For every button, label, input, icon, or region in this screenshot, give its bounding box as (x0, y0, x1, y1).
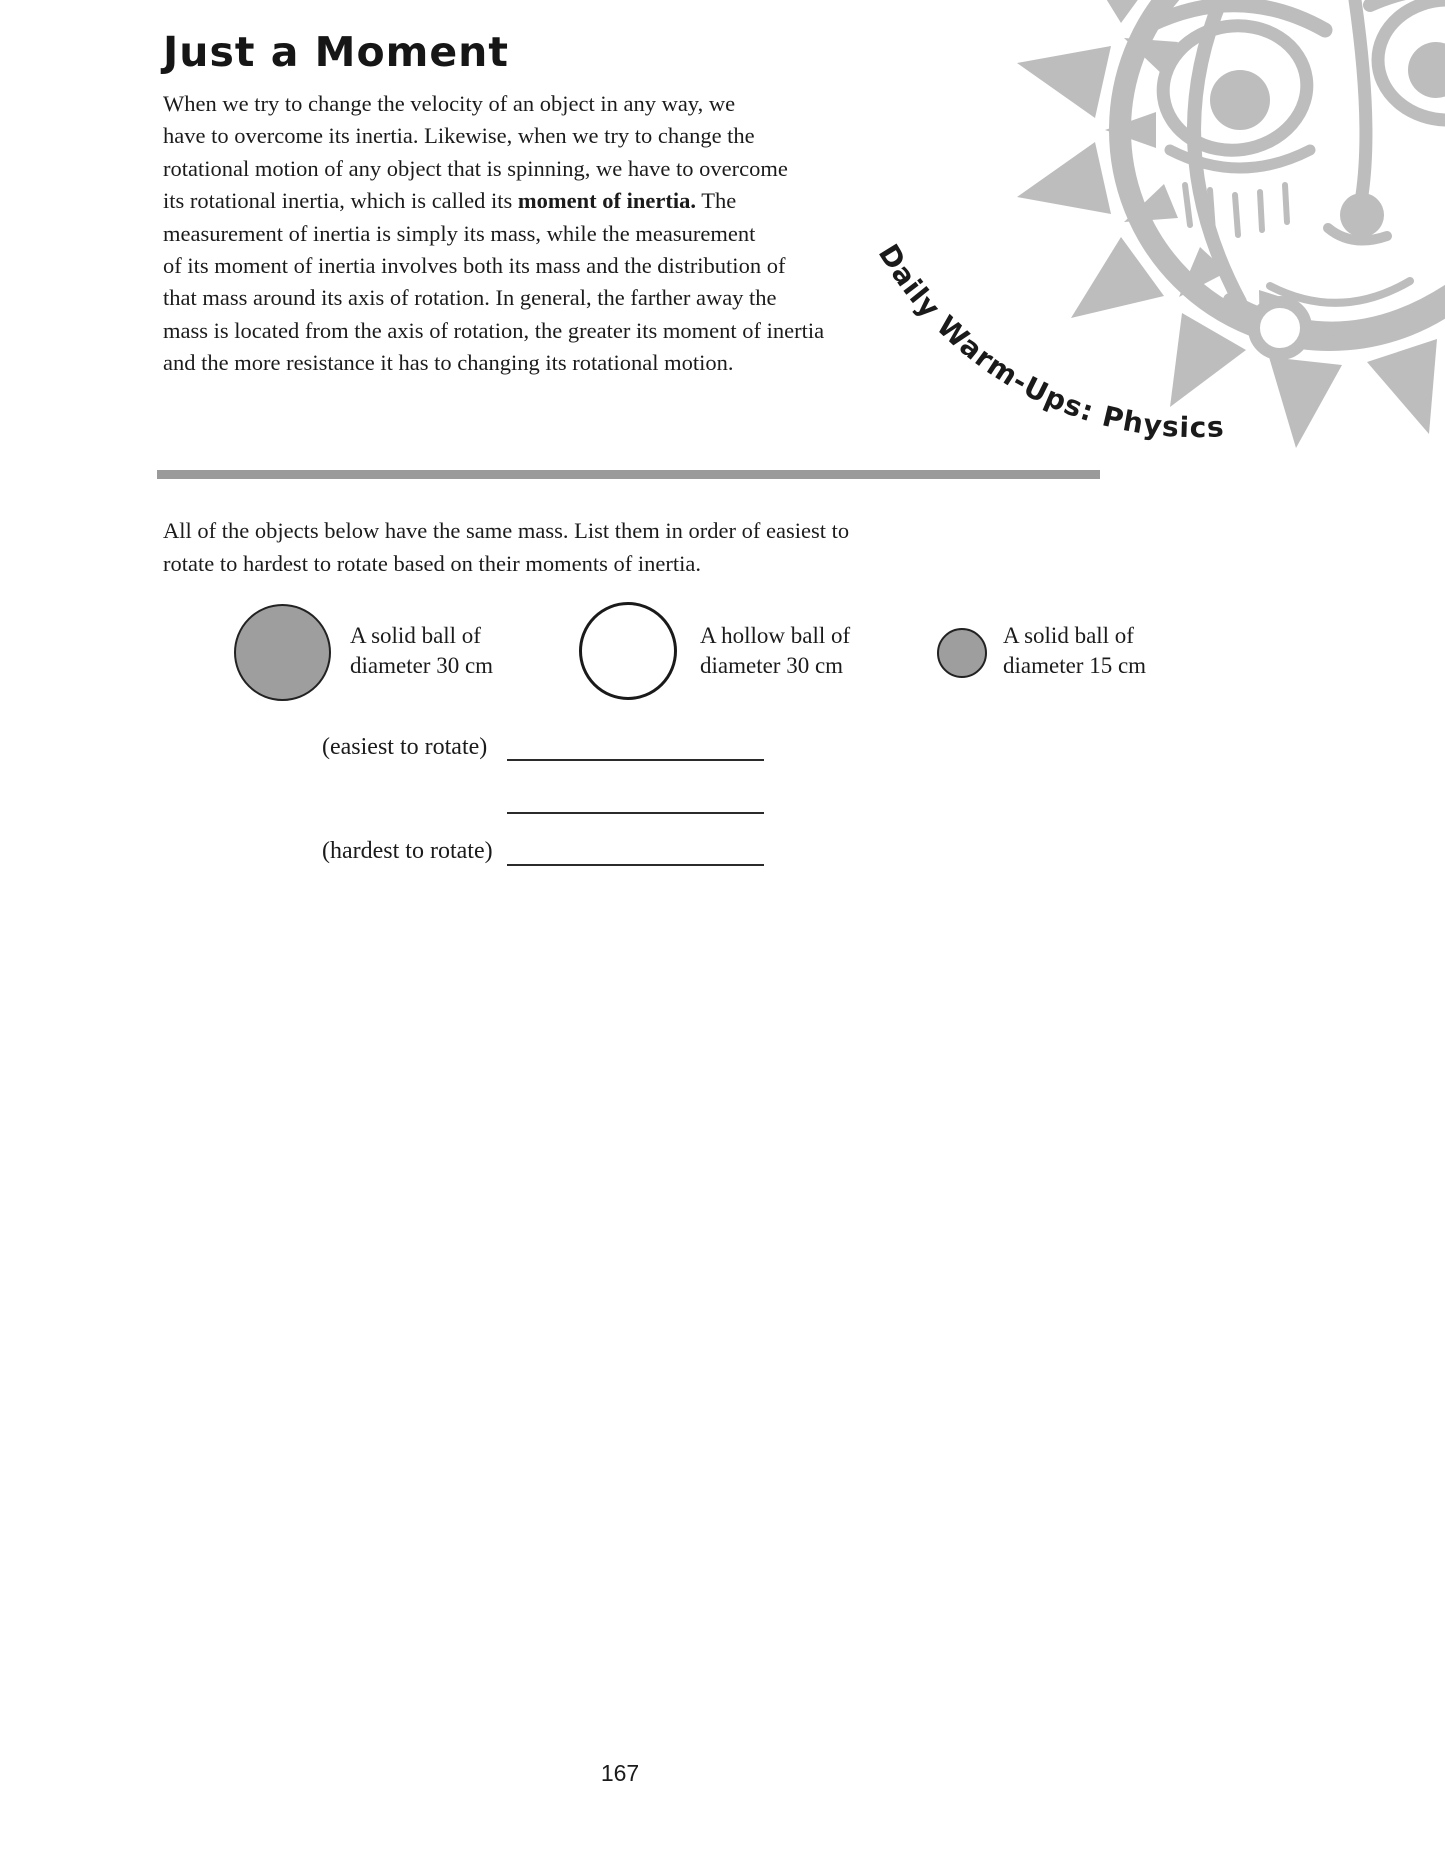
hollow-ball-30cm-label-line2: diameter 30 cm (700, 653, 844, 678)
answer-blank-2[interactable] (507, 779, 764, 814)
solid-ball-15cm-diagram (937, 628, 987, 678)
series-watermark-text: Daily Warm-Ups: Physics (871, 238, 1226, 445)
solid-ball-15cm-label (1003, 621, 1146, 681)
intro-line-2: have to overcome its inertia. Likewise, when we try to change the (163, 123, 755, 149)
hollow-ball-30cm-label (700, 621, 850, 681)
hollow-ball-30cm-diagram (579, 602, 677, 700)
solid-ball-15cm-label-line1: A solid ball of (1003, 623, 1134, 648)
intro-line-1: When we try to change the velocity of an object in any way, we (163, 91, 736, 116)
intro-line-4-post: The (696, 188, 737, 214)
sun-logo (850, 0, 1445, 470)
question-line-2: rotate to hardest to rotate based on their moments of inertia. (163, 550, 701, 576)
solid-ball-30cm-label (350, 621, 493, 681)
answer-blank-3[interactable] (507, 831, 764, 866)
intro-line-5: measurement of inertia is simply its mass, while the measurement (163, 220, 756, 246)
intro-line-4-pre: its rotational inertia, which is called its (163, 188, 518, 214)
page-title: Just a Moment (163, 28, 509, 76)
question-line-1: All of the objects below have the same mass. List them in order of easiest to (163, 518, 850, 543)
intro-line-8: mass is located from the axis of rotation, the greater its moment of inertia (163, 317, 825, 343)
intro-line-6: of its moment of inertia involves both its mass and the distribution of (163, 253, 786, 279)
solid-ball-15cm-label-line2: diameter 15 cm (1003, 653, 1147, 678)
intro-paragraph (163, 88, 824, 380)
answer-blank-1[interactable] (507, 726, 764, 761)
intro-line-4 (163, 185, 824, 217)
hollow-ball-30cm-label-line1: A hollow ball of (700, 623, 851, 648)
intro-line-9: and the more resistance it has to changing its rotational motion. (163, 350, 734, 376)
solid-ball-30cm-label-line2: diameter 30 cm (350, 653, 494, 678)
page-number: 167 (600, 1760, 640, 1786)
intro-line-3: rotational motion of any object that is spinning, we have to overcome (163, 155, 788, 181)
section-divider (157, 470, 1100, 479)
easiest-to-rotate-label: (easiest to rotate) (322, 734, 488, 760)
solid-ball-30cm-label-line1: A solid ball of (350, 623, 481, 648)
hardest-to-rotate-label: (hardest to rotate) (322, 838, 493, 864)
intro-line-7: that mass around its axis of rotation. In general, the farther away the (163, 285, 777, 311)
solid-ball-30cm-diagram (234, 604, 331, 701)
key-term-moment-of-inertia: moment of inertia. (517, 188, 696, 214)
question-paragraph (163, 515, 849, 580)
